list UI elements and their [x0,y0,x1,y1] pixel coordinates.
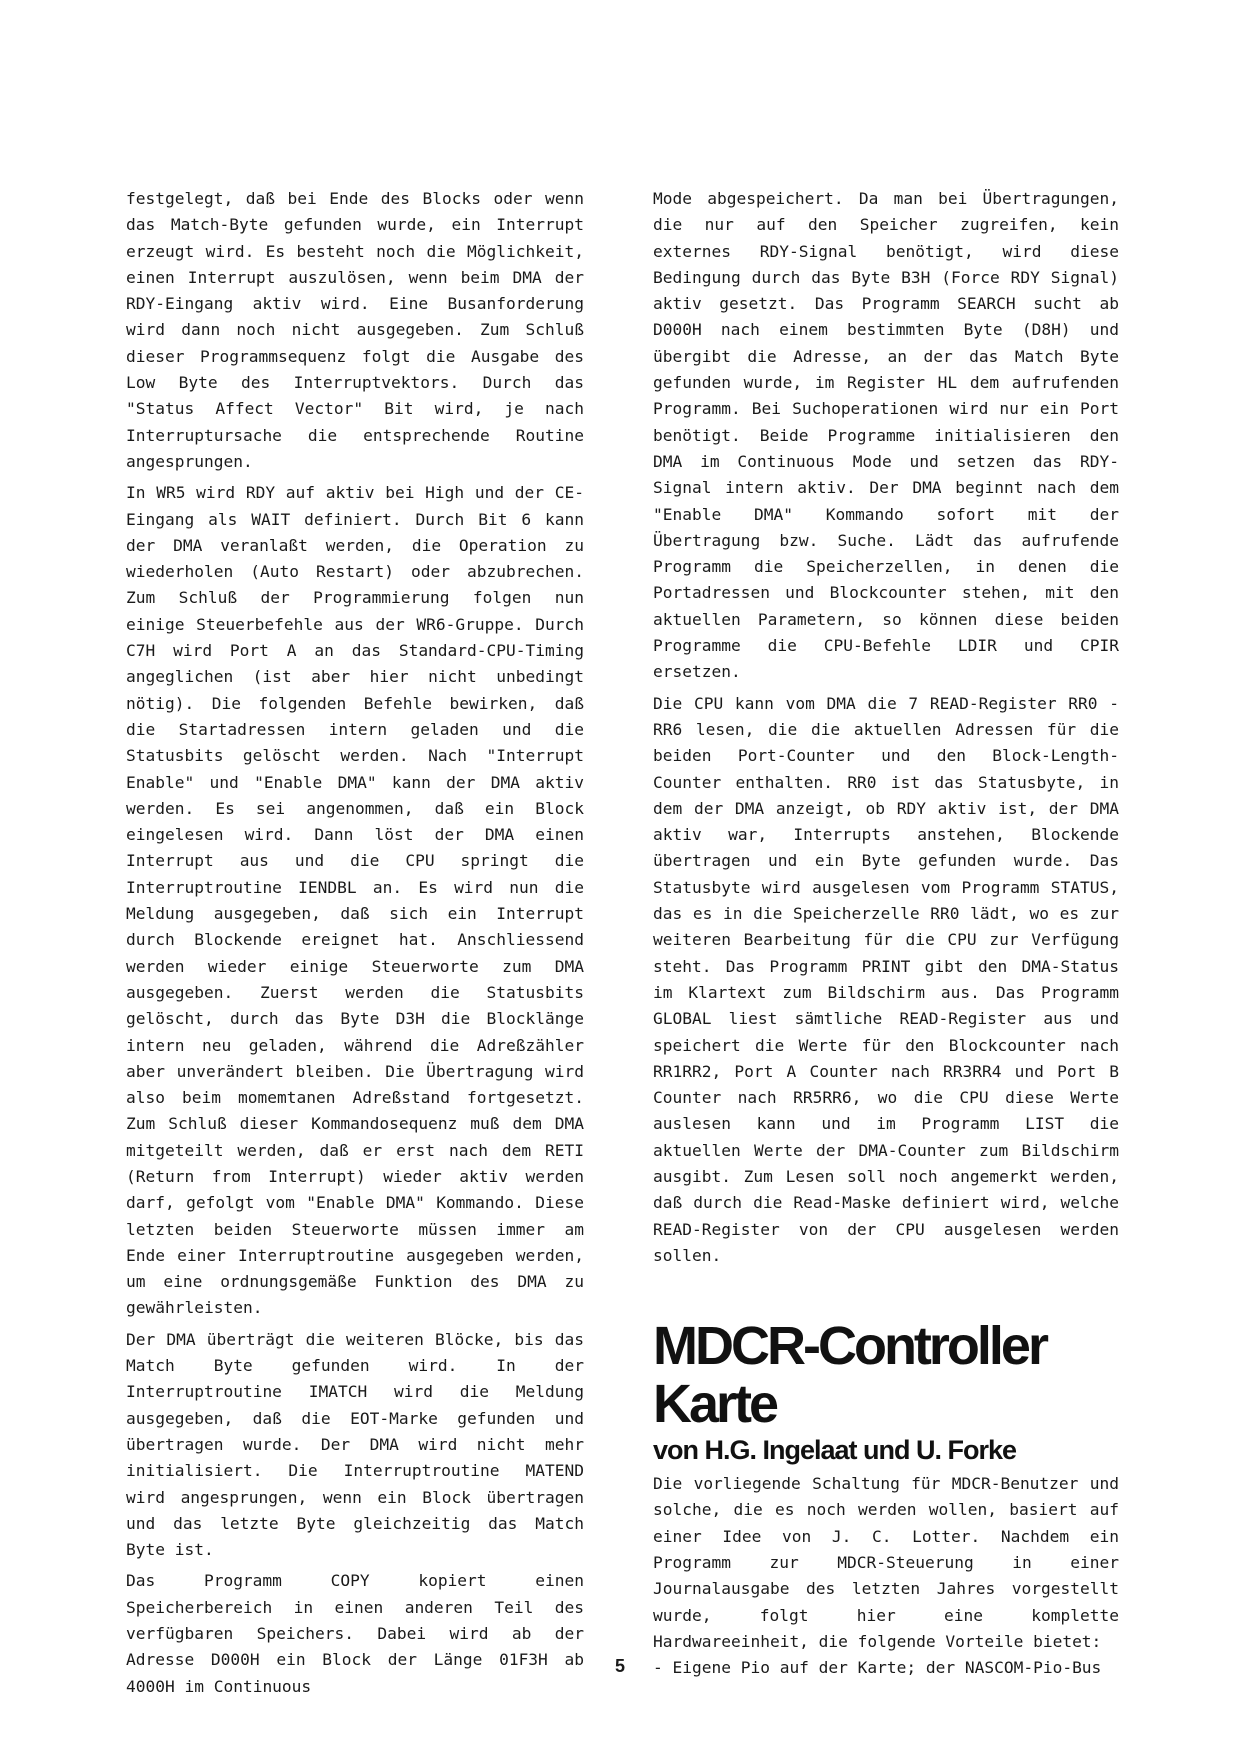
article-list-item: - Eigene Pio auf der Karte; der NASCOM-Pio-Bus [653,1658,1102,1678]
body-paragraph: Das Programm COPY kopiert einen Speicherbereich in einen anderen Teil des verfügbaren Speichers. Dabei wird ab der Adresse D000H ein Block der Länge 01F3H ab 4000H im Continuous [126,1571,584,1696]
body-paragraph: Die CPU kann vom DMA die 7 READ-Register RR0 - RR6 lesen, die die aktuellen Adressen für die beiden Port-Counter und den Block-Length-Counter enthalten. RR0 ist das Statusbyte, in dem der DMA anzeigt, ob RDY aktiv ist, der DMA aktiv war, Interrupts anstehen, Blockende übertragen und ein Byte gefunden wurde. Das Statusbyte wird ausgelesen vom Programm STATUS, das es in die Speicherzelle RR0 lädt, wo es zur weiteren Bearbeitung für die CPU zur Verfügung steht. Das Programm PRINT gibt den DMA-Status im Klartext zum Bildschirm aus. Das Programm GLOBAL liest sämtliche READ-Register aus und speichert die Werte für den Blockcounter nach RR1RR2, Port A Counter nach RR3RR4 und Port B Counter nach RR5RR6, wo die CPU diese Werte auslesen kann und im Programm LIST die aktuellen Werte der DMA-Counter zum Bildschirm ausgibt. Zum Lesen soll noch angemerkt werden, daß durch die Read-Maske definiert wird, welche READ-Register von der CPU ausgelesen werden sollen. [653,693,1119,1265]
article-paragraph: Die vorliegende Schaltung für MDCR-Benutzer und solche, die es noch werden wollen, basiert auf einer Idee von J. C. Lotter. Nachdem ein Programm zur MDCR-Steuerung in einer Journalausgabe des letzten Jahres vorgestellt wurde, folgt hier eine komplette Hardwareeinheit, die folgende Vorteile bietet: [653,1474,1119,1651]
right-column [653,186,1119,1682]
article-title: MDCR-Controller Karte [653,1316,1046,1435]
body-paragraph: festgelegt, daß bei Ende des Blocks oder wenn das Match-Byte gefunden wurde, ein Interrupt erzeugt wird. Es besteht noch die Möglichkeit, einen Interrupt auszulösen, wenn beim DMA der RDY-Eingang aktiv wird. Eine Busanforderung wird dann noch nicht ausgegeben. Zum Schluß dieser Programmsequenz folgt die Ausgabe des Low Byte des Interruptvektors. Durch das "Status Affect Vector" Bit wird, je nach Interruptursache die entsprechende Routine angesprungen. [126,189,584,471]
body-paragraph: In WR5 wird RDY auf aktiv bei High und der CE-Eingang als WAIT definiert. Durch Bit 6 kann der DMA veranlaßt werden, die Operation zu wiederholen (Auto Restart) oder abzubrechen. Zum Schluß der Programmierung folgen nun einige Steuerbefehle aus der WR6-Gruppe. Durch C7H wird Port A an das Standard-CPU-Timing angeglichen (ist aber hier nicht unbedingt nötig). Die folgenden Befehle bewirken, daß die Startadressen intern geladen und die Statusbits gelöscht werden. Nach "Interrupt Enable" und "Enable DMA" kann der DMA aktiv werden. Es sei angenommen, daß ein Block eingelesen wird. Dann löst der DMA einen Interrupt aus und die CPU springt die Interruptroutine IENDBL an. Es wird nun die Meldung ausgegeben, daß sich ein Interrupt durch Blockende ereignet hat. Anschliessend werden wieder einige Steuerworte zum DMA ausgegeben. Zuerst werden die Statusbits gelöscht, durch das Byte D3H die Blocklänge intern neu geladen, während die Adreßzähler aber unverändert bleiben. Die Übertragung wird also beim momemtanen Adreßstand fortgesetzt. Zum Schluß dieser Kommandosequenz muß dem DMA mitgeteilt werden, daß er erst nach dem RETI (Return from Interrupt) wieder aktiv werden darf, gefolgt vom "Enable DMA" Kommando. Diese letzten beiden Steuerworte müssen immer am Ende einer Interruptroutine ausgegeben werden, um eine ordnungsgemäße Funktion des DMA zu gewährleisten. [126,483,584,1318]
article-byline: von H.G. Ingelaat und U. Forke [653,1435,1017,1466]
body-paragraph: Der DMA überträgt die weiteren Blöcke, bis das Match Byte gefunden wird. In der Interruptroutine IMATCH wird die Meldung ausgegeben, daß die EOT-Marke gefunden und übertragen wurde. Der DMA wird nicht mehr initialisiert. Die Interruptroutine MATEND wird angesprungen, wenn ein Block übertragen und das letzte Byte gleichzeitig das Match Byte ist. [126,1329,584,1560]
body-paragraph: Mode abgespeichert. Da man bei Übertragungen, die nur auf den Speicher zugreifen, kein externes RDY-Signal benötigt, wird diese Bedingung durch das Byte B3H (Force RDY Signal) aktiv gesetzt. Das Programm SEARCH sucht ab D000H nach einem bestimmten Byte (D8H) und übergibt die Adresse, an der das Match Byte gefunden wurde, im Register HL dem aufrufenden Programm. Bei Suchoperationen wird nur ein Port benötigt. Beide Programme initialisieren den DMA im Continuous Mode und setzen das RDY-Signal intern aktiv. Der DMA beginnt nach dem "Enable DMA" Kommando sofort mit der Übertragung bzw. Suche. Lädt das aufrufende Programm die Speicherzellen, in denen die Portadressen und Blockcounter stehen, mit den aktuellen Parametern, so können diese beiden Programme die CPU-Befehle LDIR und CPIR ersetzen. [653,189,1119,682]
left-column [126,186,584,1700]
page-number: 5 [614,1656,625,1676]
